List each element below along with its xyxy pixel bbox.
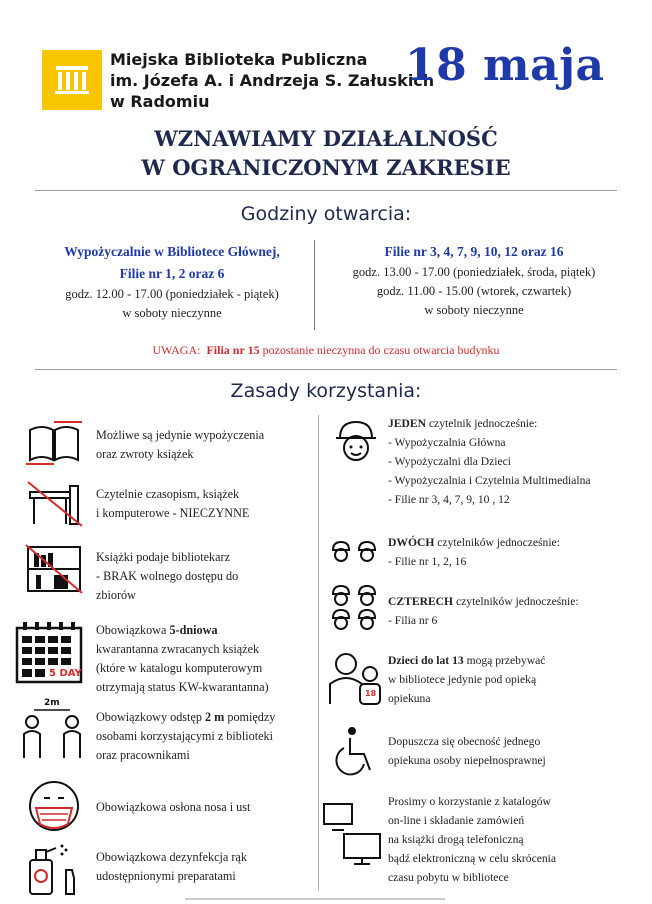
rule-text: Prosimy o korzystanie z katalogów [388, 795, 551, 808]
hours-right-line3: w soboty nieczynne [424, 303, 524, 317]
rule-text-part: pomiędzy [224, 710, 276, 724]
rule-list-item: - Wypożyczalni dla Dzieci [388, 455, 512, 468]
rule-text: na książki drogą telefoniczną [388, 833, 524, 846]
rule-list-item: - Wypożyczalnia Główna [388, 436, 506, 449]
four-readers-icon [330, 584, 382, 634]
rule-text: kwarantanna zwracanych książek [96, 642, 260, 656]
rule-online-catalog [388, 792, 556, 887]
rule-text-part: czytelników jednocześnie: [434, 536, 560, 549]
warning-rest: pozostanie nieczynna do czasu otwarcia budynku [262, 343, 500, 357]
rule-one-reader [388, 414, 591, 509]
headline-line1: WZNAWIAMY DZIAŁALNOŚĆ [154, 126, 498, 151]
rule-text-bold: CZTERECH [388, 595, 454, 608]
rule-text-bold: 2 m [205, 710, 225, 724]
rule-text: Obowiązkowa osłona nosa i ust [96, 800, 251, 814]
rule-text-part: Obowiązkowy odstęp [96, 710, 205, 724]
headline-line2: W OGRANICZONYM ZAKRESIE [141, 155, 511, 180]
rule-text: opiekuna osoby niepełnosprawnej [388, 754, 546, 767]
hours-right-column [318, 241, 630, 320]
rule-text: Możliwe są jedynie wypożyczenia [96, 428, 265, 442]
rule-text: on-line i składanie zamówień [388, 814, 525, 827]
rule-text-part: czytelników jednocześnie: [453, 595, 579, 608]
hours-left-column [30, 241, 314, 323]
rule-loans [96, 426, 264, 464]
divider [35, 369, 617, 370]
warning-branch: Filia nr 15 [206, 343, 260, 357]
rule-children [388, 651, 545, 708]
rule-text [388, 592, 579, 611]
bottom-scroll-hint [185, 898, 445, 900]
computer-icon [322, 800, 384, 866]
rule-text-bold: DWÓCH [388, 536, 435, 549]
library-name-line1: Miejska Biblioteka Publiczna [110, 50, 368, 69]
rule-text-part: mogą przebywać [463, 654, 546, 667]
rule-disinfection [96, 848, 247, 886]
hours-right-line1: godz. 13.00 - 17.00 (poniedziałek, środa, piątek) [352, 265, 596, 279]
library-name-line2: im. Józefa A. i Andrzeja S. Załuskich [110, 71, 435, 90]
rule-text [388, 533, 560, 552]
hours-left-line2: w soboty nieczynne [122, 306, 222, 320]
age-badge: 18 [365, 689, 377, 698]
rule-list-item: - Wypożyczalnia i Czytelnia Multimedialna [388, 474, 591, 487]
rule-text-bold: Dzieci do lat 13 [388, 654, 464, 667]
rule-text: Książki podaje bibliotekarz [96, 550, 231, 564]
hand-sanitizer-icon [22, 842, 82, 898]
rule-text: otrzymają status KW-kwarantanna) [96, 680, 269, 694]
rule-text [388, 414, 591, 433]
child-guardian-icon [328, 652, 384, 706]
hours-left-title-1: Wypożyczalnie w Bibliotece Głównej, [64, 244, 280, 259]
library-name-line3: w Radomiu [110, 92, 210, 111]
hours-title: Godziny otwarcia: [240, 203, 412, 225]
divider [35, 190, 617, 191]
rule-text: Czytelnie czasopism, książek [96, 487, 240, 501]
rule-text: oraz zwroty książek [96, 447, 194, 461]
rule-text: - BRAK wolnego dostępu do [96, 569, 239, 583]
rule-quarantine [96, 621, 269, 697]
rule-text: udostępnionymi preparatami [96, 869, 236, 883]
warning-prefix: UWAGA: [152, 343, 201, 357]
reader-icon [332, 418, 380, 466]
rule-text [96, 621, 269, 640]
face-mask-icon [26, 778, 82, 834]
rule-text-bold: JEDEN [388, 417, 427, 430]
rule-text [388, 651, 545, 670]
rule-text-part: Obowiązkowa [96, 623, 170, 637]
column-divider [314, 240, 315, 330]
rule-distance [96, 708, 275, 765]
rule-list-item: - Filie nr 1, 2, 16 [388, 555, 467, 568]
rule-disabled-guardian [388, 732, 546, 770]
wheelchair-icon [334, 726, 380, 776]
closure-warning [0, 343, 652, 358]
rules-column-divider [318, 415, 319, 890]
rule-librarian-serves [96, 548, 238, 605]
book-icon [24, 418, 84, 468]
rule-four-readers [388, 592, 579, 630]
two-readers-icon [330, 540, 382, 564]
bookshelf-icon [24, 543, 84, 595]
date: 18 maja [405, 40, 605, 91]
rule-two-readers [388, 533, 560, 571]
rule-text-part: czytelnik jednocześnie: [426, 417, 538, 430]
rule-text: Dopuszcza się obecność jednego [388, 735, 541, 748]
distance-icon [20, 698, 84, 764]
calendar-icon [14, 620, 84, 686]
rule-text: Obowiązkowa dezynfekcja rąk [96, 850, 247, 864]
rule-text: opiekuna [388, 692, 431, 705]
rule-text-bold: 5-dniowa [169, 623, 218, 637]
columns-icon [42, 50, 102, 110]
rule-mask [96, 798, 250, 817]
reading-room-icon [24, 478, 84, 528]
hours-left-title-2: Filie nr 1, 2 oraz 6 [119, 266, 225, 281]
rule-text: bądź elektroniczną w celu skrócenia [388, 852, 557, 865]
rule-list-item: - Filie nr 3, 4, 7, 9, 10 , 12 [388, 493, 510, 506]
hours-left-line1: godz. 12.00 - 17.00 (poniedziałek - piątek) [65, 287, 279, 301]
rule-text [96, 708, 275, 727]
hours-right-title: Filie nr 3, 4, 7, 9, 10, 12 oraz 16 [384, 244, 564, 259]
rules-title: Zasady korzystania: [230, 380, 422, 402]
rule-text: osobami korzystającymi z biblioteki [96, 729, 274, 743]
rule-text: czasu pobytu w bibliotece [388, 871, 509, 884]
rule-text: zbiorów [96, 588, 136, 602]
library-logo [42, 50, 102, 110]
hours-right-line2: godz. 11.00 - 15.00 (wtorek, czwartek) [376, 284, 572, 298]
rule-list-item: - Filia nr 6 [388, 614, 438, 627]
distance-label: 2m [44, 698, 60, 708]
rule-reading-rooms [96, 485, 249, 523]
rule-text: w bibliotece jedynie pod opieką [388, 673, 537, 686]
rule-text: oraz pracownikami [96, 748, 190, 762]
rule-text: (które w katalogu komputerowym [96, 661, 263, 675]
rule-text: i komputerowe - NIECZYNNE [96, 506, 250, 520]
calendar-label: 5 DAY [49, 668, 82, 679]
